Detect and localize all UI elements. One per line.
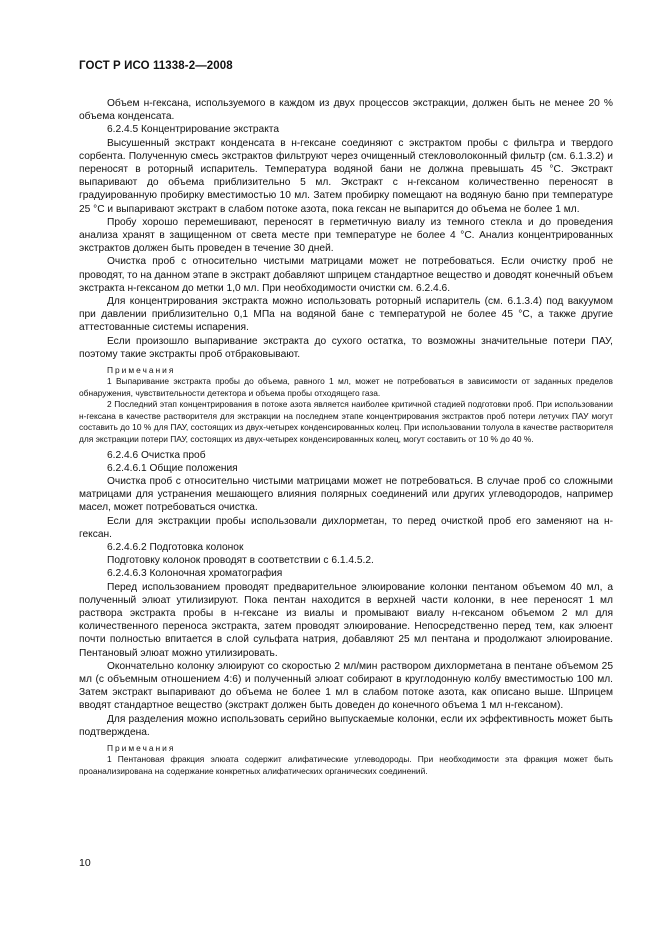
paragraph: Объем н-гексана, используемого в каждом из двух процессов экстракции, должен быть не менее 20 % объема конденсата. [79, 98, 613, 123]
section-heading: 6.2.4.5 Концентрирование экстракта [107, 124, 280, 136]
paragraph: Окончательно колонку элюируют со скоростью 2 мл/мин раствором дихлорметана в пентане объемом 25 мл (с объемным отношением 4:6) и полученный элюат собирают в круглодонную колбу вместимостью 100 мл. Затем экстракт выпаривают до объема не более 1 мл в слабом потоке азота, как описано выше. Шприцем вводят стандартное вещество (экстракт должен быть доведен до конечного объема 1 мл н-гексаном). [79, 660, 613, 712]
paragraph: Если произошло выпаривание экстракта до сухого остатка, то возможны значительные потери ПАУ, поэтому такие экстракты проб отбраковывают. [79, 335, 613, 360]
section-heading: 6.2.4.6 Очистка проб [107, 449, 206, 461]
paragraph: Если для экстракции пробы использовали дихлорметан, то перед очисткой проб его заменяют на н-гексан. [79, 515, 613, 540]
note-paragraph: 1 Пентановая фракция элюата содержит алифатические углеводороды. При необходимости эта фракция может быть проанализирована на содержание конкретных алифатических органических соединений. [79, 754, 613, 776]
paragraph: Перед использованием проводят предварительное элюирование колонки пентаном объемом 40 мл, а полученный элюат утилизируют. Пока пентан находится в верхней части колонки, в нее переносят 1 мл раствора экстракта пробы в н-гексане из виалы и промывают виалу н-гексаном объемом 2 мл для количественного переноса экстракта, затем проводят элюирование. Непосредственно перед тем, как элюент почти полностью впитается в слой сульфата натрия, добавляют 25 мл пентана и продолжают элюирование. Пентановый элюат можно утилизировать. [79, 581, 613, 659]
paragraph: Для концентрирования экстракта можно использовать роторный испаритель (см. 6.1.3.4) под вакуумом при давлении приблизительно 0,1 МПа на водяной бане с температурой не более 45 °С, а также другие аттестованные системы испарения. [79, 296, 613, 334]
section-heading: 6.2.4.6.1 Общие положения [107, 462, 238, 474]
paragraph: Высушенный экстракт конденсата в н-гексане соединяют с экстрактом пробы с фильтра и твердого сорбента. Полученную смесь экстрактов фильтруют через очищенный стекловолоконный фильтр (см. 6.1.3.2) и переносят в роторный испаритель. Температура водяной бани не должна превышать 45 °С. Экстракт выпаривают до объема приблизительно 5 мл. Экстракт с н-гексаном количественно переносят в градуированную пробирку вместимостью 10 мл. Затем пробирку помещают на водяную баню при температуре 25 °С и выпаривают экстракт в слабом потоке азота, пока гексан не выпарится до объема не более 1 мл. [79, 137, 613, 215]
paragraph: Очистка проб с относительно чистыми матрицами может не потребоваться. В случае проб со сложными матрицами для устранения мешающего влияния полярных соединений или других углеводородов, например масел, может потребоваться очистка. [79, 476, 613, 514]
paragraph: Очистка проб с относительно чистыми матрицами может не потребоваться. Если очистку проб не проводят, то на данном этапе в экстракт добавляют шприцем стандартное вещество и доводят конечный объем экстракта н-гексаном до метки 1,0 мл. При необходимости очистки см. 6.2.4.6. [79, 256, 613, 294]
note-paragraph: 1 Выпаривание экстракта пробы до объема, равного 1 мл, может не потребоваться в зависимости от заданных пределов обнаружения, чувствительности детектора и объема пробы отходящего газа. [79, 376, 613, 398]
page-number: 10 [79, 857, 91, 869]
section-heading: 6.2.4.6.2 Подготовка колонок [107, 542, 244, 554]
document-header: ГОСТ Р ИСО 11338-2—2008 [79, 60, 233, 72]
note-paragraph: 2 Последний этап концентрирования в потоке азота является наиболее критичной стадией подготовки проб. При использовании н-гексана в качестве растворителя для экстракции на последнем этапе концентрирования экстрактов проб потери летучих ПАУ могут составить до 10 % для ПАУ, состоящих из двух-четырех конденсированных колец. При использовании толуола в качестве растворителя для экстракции потери ПАУ, состоящих из двух-четырех конденсированных колец, могут составить от 10 % до 40 %. [79, 399, 613, 445]
section-heading: 6.2.4.6.3 Колоночная хроматография [107, 568, 283, 580]
notes-title: Примечания [107, 365, 176, 376]
document-body [79, 97, 613, 777]
paragraph: Пробу хорошо перемешивают, переносят в герметичную виалу из темного стекла и до проведения анализа хранят в защищенном от света месте при температуре не более 4 °С. Анализ концентрированных экстрактов должен быть проведен в течение 30 дней. [79, 216, 613, 255]
paragraph: Для разделения можно использовать серийно выпускаемые колонки, если их эффективность может быть подтверждена. [79, 713, 613, 738]
notes-title: Примечания [107, 743, 176, 754]
paragraph: Подготовку колонок проводят в соответствии с 6.1.4.5.2. [107, 555, 374, 567]
